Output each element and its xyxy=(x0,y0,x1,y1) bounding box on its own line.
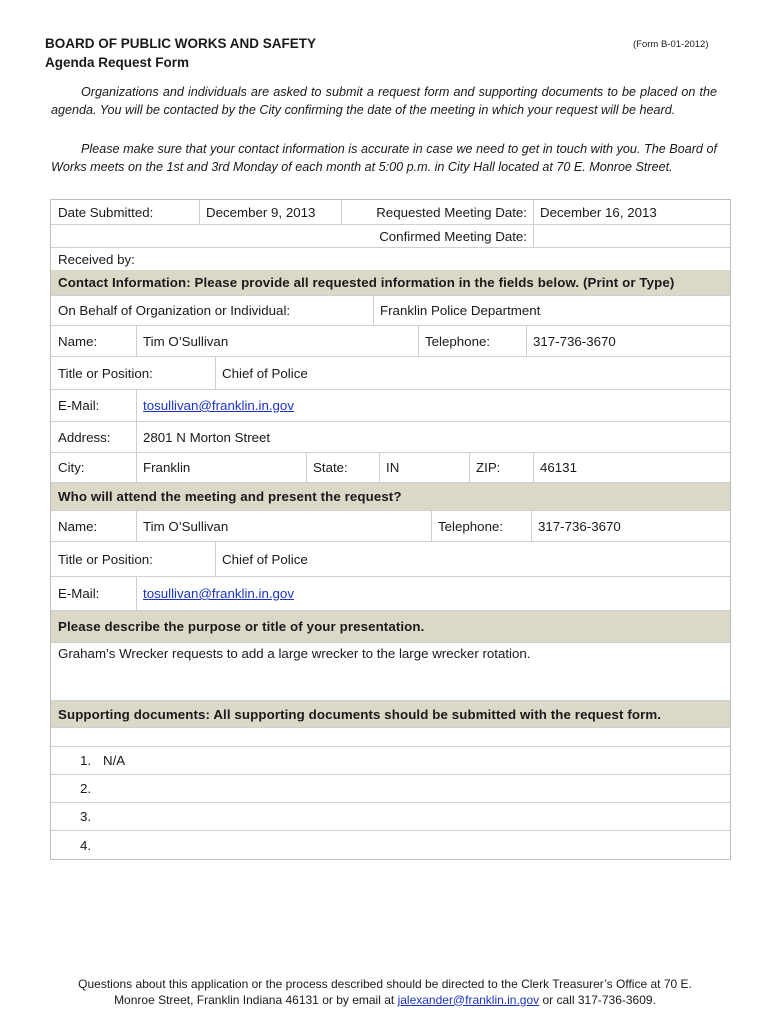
presenter-name-field[interactable]: Tim O’Sullivan xyxy=(143,518,229,534)
contact-info-header: Contact Information: Please provide all requested information in the fields below. (Print or Type) xyxy=(58,275,675,290)
contact-city-field[interactable]: Franklin xyxy=(143,460,191,475)
contact-email-row xyxy=(51,390,730,422)
confirmed-date-field[interactable] xyxy=(533,225,730,247)
intro-paragraph-2: Please make sure that your contact information is accurate in case we need to get in touch with you. The Board of Works meets on the 1st and 3rd Monday of each month at 5:00 p.m. in City Hall located at 70 E. Monroe Street. xyxy=(51,142,717,174)
contact-name-label: Name: xyxy=(58,333,98,349)
contact-city-row xyxy=(51,453,730,483)
document-item-number: 4. xyxy=(80,837,92,853)
contact-zip-field[interactable]: 46131 xyxy=(540,460,577,475)
contact-email-field[interactable] xyxy=(136,390,730,421)
confirmed-date-label: Confirmed Meeting Date: xyxy=(379,228,527,244)
documents-header: Supporting documents: All supporting documents should be submitted with the request form. xyxy=(58,706,662,722)
behalf-field[interactable]: Franklin Police Department xyxy=(380,303,541,318)
contact-header-row xyxy=(51,270,730,296)
dates-row xyxy=(51,200,730,225)
received-by-label: Received by: xyxy=(58,251,135,267)
presenter-name-label: Name: xyxy=(58,518,98,534)
purpose-header-row xyxy=(51,611,730,643)
purpose-header: Please describe the purpose or title of your presentation. xyxy=(58,619,425,634)
document-item-field[interactable]: N/A xyxy=(103,753,126,768)
footer-email-link[interactable]: jalexander@franklin.in.gov xyxy=(397,992,540,1007)
presenter-header-row xyxy=(51,483,730,511)
footer-note xyxy=(40,977,730,1008)
board-title: BOARD OF PUBLIC WORKS AND SAFETY xyxy=(45,36,316,51)
presenter-email-field[interactable] xyxy=(136,577,730,610)
contact-email-label: E-Mail: xyxy=(58,398,100,413)
purpose-textarea[interactable]: Graham’s Wrecker requests to add a large wrecker to the large wrecker rotation. xyxy=(58,646,531,661)
presenter-header: Who will attend the meeting and present the request? xyxy=(58,489,402,504)
document-item-row xyxy=(51,775,730,803)
date-submitted-field[interactable]: December 9, 2013 xyxy=(206,204,316,220)
footer-line-2-prefix: Monroe Street, Franklin Indiana 46131 or by email at xyxy=(114,992,395,1007)
document-item-row xyxy=(51,803,730,831)
footer-line-1: Questions about this application or the process described should be directed to the Clerk Treasurer’s Office at 70 E. xyxy=(78,977,692,991)
presenter-name-row xyxy=(51,511,730,542)
agenda-request-form xyxy=(50,199,731,860)
footer-line-2 xyxy=(40,993,730,1009)
contact-address-label: Address: xyxy=(58,429,111,445)
document-item-field[interactable] xyxy=(96,775,716,802)
presenter-title-label: Title or Position: xyxy=(58,551,153,567)
contact-email-link[interactable]: tosullivan@franklin.in.gov xyxy=(143,398,294,413)
contact-title-label: Title or Position: xyxy=(58,365,153,381)
contact-phone-field[interactable]: 317-736-3670 xyxy=(533,333,616,349)
confirmed-row xyxy=(51,225,730,248)
date-submitted-label: Date Submitted: xyxy=(58,204,154,220)
intro-paragraph-1: Organizations and individuals are asked to submit a request form and supporting documents to be placed on the agenda. You will be contacted by the City confirming the date of the meeting in which your request will be heard. xyxy=(51,85,717,117)
contact-address-row xyxy=(51,422,730,453)
contact-title-row xyxy=(51,357,730,390)
form-subtitle: Agenda Request Form xyxy=(45,55,190,70)
document-item-row xyxy=(51,747,730,775)
purpose-row xyxy=(51,643,730,701)
document-item-number: 2. xyxy=(80,781,92,796)
footer-line-2-suffix: or call 317-736-3609. xyxy=(542,992,656,1007)
presenter-email-row xyxy=(51,577,730,611)
contact-state-label: State: xyxy=(313,460,348,475)
contact-name-field[interactable]: Tim O’Sullivan xyxy=(143,333,229,349)
contact-phone-label: Telephone: xyxy=(425,333,491,349)
form-number: (Form B-01-2012) xyxy=(633,39,709,50)
documents-spacer-row xyxy=(51,728,730,747)
presenter-email-label: E-Mail: xyxy=(58,586,100,601)
behalf-row xyxy=(51,296,730,326)
received-row xyxy=(51,248,730,270)
document-item-field[interactable] xyxy=(96,831,716,859)
requested-date-label: Requested Meeting Date: xyxy=(376,204,527,220)
document-item-row xyxy=(51,831,730,859)
contact-state-field[interactable]: IN xyxy=(386,460,400,475)
presenter-email-link[interactable]: tosullivan@franklin.in.gov xyxy=(143,586,294,601)
presenter-title-field[interactable]: Chief of Police xyxy=(222,551,308,567)
presenter-phone-field[interactable]: 317-736-3670 xyxy=(538,518,621,534)
documents-header-row xyxy=(51,701,730,728)
contact-city-label: City: xyxy=(58,460,85,475)
document-item-number: 3. xyxy=(80,809,92,824)
contact-title-field[interactable]: Chief of Police xyxy=(222,365,308,381)
requested-date-field[interactable]: December 16, 2013 xyxy=(540,204,657,220)
document-item-field[interactable] xyxy=(96,803,716,830)
contact-address-field[interactable]: 2801 N Morton Street xyxy=(143,429,271,445)
document-item-number: 1. xyxy=(80,753,92,768)
behalf-label: On Behalf of Organization or Individual: xyxy=(58,303,291,318)
contact-name-row xyxy=(51,326,730,357)
presenter-phone-label: Telephone: xyxy=(438,518,504,534)
contact-zip-label: ZIP: xyxy=(476,460,501,475)
presenter-title-row xyxy=(51,542,730,577)
